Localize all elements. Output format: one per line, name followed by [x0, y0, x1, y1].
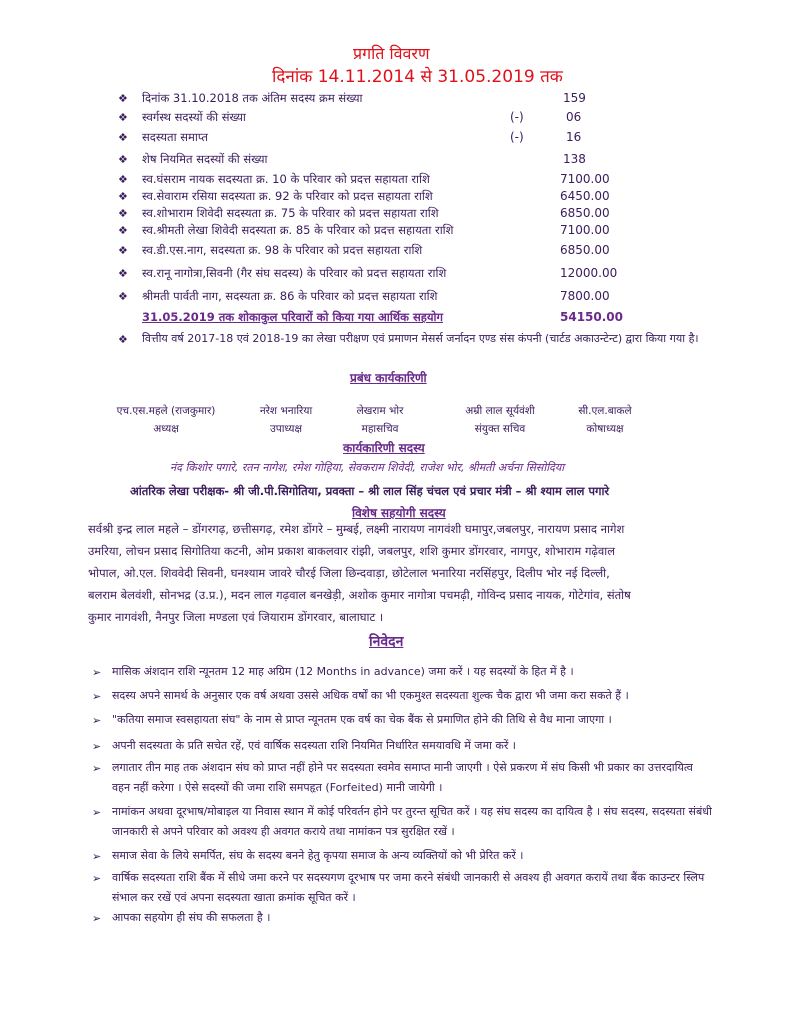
officer-name: अम्री लाल सूर्यवंशी — [465, 405, 535, 417]
stat-label: स्व.घंसराम नायक सदस्यता क्र. 10 के परिवार को प्रदत्त सहायता राशि — [142, 172, 430, 186]
diamond-bullet-icon: ❖ — [118, 207, 128, 220]
appeal-item: सदस्य अपने सामर्थ के अनुसार एक वर्ष अथवा उससे अधिक वर्षों का भी एकमुश्त सदस्यता शुल्क चैक द्वारा भी जमा करा सकते हैं । — [112, 689, 629, 702]
appeal-item: वार्षिक सदस्यता राशि बैंक में सीधे जमा करने पर सदस्यगण दूरभाष पर जमा करने संबंधी जानकारी से अवश्य ही अवगत करायें तथा बैंक काउन्टर स्लिप संभाल कर रखें एवं अपना सदस्यता खाता क्रमांक सूचित करें । — [112, 871, 705, 904]
diamond-bullet-icon: ❖ — [118, 244, 128, 257]
stat-label: सदस्यता समाप्त — [142, 130, 208, 144]
committee-members: नंद किशोर पगारे, रतन नागेश, रमेश गोहिया, सेवकराम शिवेदी, राजेश भोर, श्रीमती अर्चना सिसोदिया — [170, 461, 565, 474]
arrow-bullet-icon: ➢ — [92, 740, 102, 753]
stat-value: 6450.00 — [560, 189, 610, 203]
stat-value: 16 — [566, 130, 582, 144]
stat-value: 12000.00 — [560, 266, 618, 280]
appeal-item: लगातार तीन माह तक अंशदान संघ को प्राप्त नहीं होने पर सदस्यता स्वमेव समाप्त मानी जाएगी । ऐसे प्रकरण में संघ किसी भी प्रकार का उत्तरदायित्व वहन नहीं करेगा । ऐसे सदस्यों की जमा राशि समपहृत (Forfeited) मानी जायेगी । — [112, 761, 693, 794]
diamond-bullet-icon: ❖ — [118, 290, 128, 303]
special-members — [88, 518, 708, 628]
diamond-bullet-icon: ❖ — [118, 173, 128, 186]
officer-name: सी.एल.बाकले — [578, 405, 632, 417]
stat-value: 6850.00 — [560, 206, 610, 220]
stat-label: स्व.रानू नागोत्रा,सिवनी (गैर संघ सदस्य) के परिवार को प्रदत्त सहायता राशि — [142, 266, 447, 280]
diamond-bullet-icon: ❖ — [118, 92, 128, 105]
auditor-line: आंतरिक लेखा परीक्षक- श्री जी.पी.सिगोतिया, प्रवक्ता – श्री लाल सिंह चंचल एवं प्रचार मंत्री – श्री श्याम लाल पगारे — [130, 484, 610, 498]
officer — [330, 404, 430, 436]
total-label: 31.05.2019 तक शोकाकुल परिवारों को किया गया आर्थिक सहयोग — [142, 310, 443, 324]
committee-heading: कार्यकारिणी सदस्य — [343, 441, 425, 455]
special-line: उमरिया, लोचन प्रसाद सिगोतिया कटनी, ओम प्रकाश बाकलवार रांझी, जबलपुर, शशि कुमार डोंगरवार, नागपुर, शोभाराम गढ़ेवाल — [88, 544, 616, 558]
officer-name: एच.एस.महले (राजकुमार) — [116, 405, 216, 417]
page-title: प्रगति विवरण — [353, 44, 430, 63]
page-subtitle: दिनांक 14.11.2014 से 31.05.2019 तक — [272, 67, 563, 87]
arrow-bullet-icon: ➢ — [92, 690, 102, 703]
audit-note: वित्तीय वर्ष 2017-18 एवं 2018-19 का लेखा परीक्षण एवं प्रमाणन मेसर्स जर्नादन एण्ड संस कंपनी (चार्टड अकाउन्टेन्ट) द्वारा किया गया है। — [142, 332, 699, 345]
stat-label: स्व.डी.एस.नाग, सदस्यता क्र. 98 के परिवार को प्रदत्त सहायता राशि — [142, 243, 423, 257]
appeal-item: "कतिया समाज स्वसहायता संघ" के नाम से प्राप्त न्यूनतम एक वर्ष का चेक बैंक से प्रमाणित होने की तिथि से वैध माना जाएगा । — [112, 713, 612, 726]
stat-label: स्वर्गस्थ सदस्यों की संख्या — [142, 110, 246, 124]
officer — [236, 404, 336, 436]
arrow-bullet-icon: ➢ — [92, 850, 102, 863]
special-line: बलराम बेलवंशी, सोनभद्र (उ.प्र.), मदन लाल गढ़वाल बनखेड़ी, अशोक कुमार नागोत्रा पचमढ़ी, गोविन्द प्रसाद नायक, गोटेगांव, संतोष — [88, 588, 631, 602]
special-line: कुमार नागवंशी, नैनपुर जिला मण्डला एवं जियाराम डोंगरवार, बालाघाट । — [88, 610, 384, 624]
appeal-item: समाज सेवा के लिये समर्पित, संघ के सदस्य बनने हेतु कृपया समाज के अन्य व्यक्तियों को भी प्रेरित करें । — [112, 849, 524, 862]
stat-value: 138 — [563, 152, 586, 166]
stat-label: शेष नियमित सदस्यों की संख्या — [142, 152, 268, 166]
special-line: भोपाल, ओ.एल. शिववेदी सिवनी, घनश्याम जावरे चौरई जिला छिन्दवाड़ा, छोटेलाल भनारिया नरसिंहपुर, दिलीप भोर नई दिल्ली, — [88, 566, 610, 580]
diamond-bullet-icon: ❖ — [118, 333, 128, 346]
stat-value: 6850.00 — [560, 243, 610, 257]
stat-label: दिनांक 31.10.2018 तक अंतिम सदस्य क्रम संख्या — [142, 91, 363, 105]
stat-label: स्व.शोभाराम शिवेदी सदस्यता क्र. 75 के परिवार को प्रदत्त सहायता राशि — [142, 206, 439, 220]
diamond-bullet-icon: ❖ — [118, 111, 128, 124]
arrow-bullet-icon: ➢ — [92, 912, 102, 925]
officer — [555, 404, 655, 436]
stat-label: श्रीमती पार्वती नाग, सदस्यता क्र. 86 के परिवार को प्रदत्त सहायता राशि — [142, 289, 438, 303]
arrow-bullet-icon: ➢ — [92, 872, 102, 885]
total-value: 54150.00 — [560, 310, 624, 324]
stat-value: 7100.00 — [560, 172, 610, 186]
stat-label: स्व.सेवाराम रसिया सदस्यता क्र. 92 के परिवार को प्रदत्त सहायता राशि — [142, 189, 433, 203]
officer-role: उपाध्यक्ष — [269, 423, 302, 435]
diamond-bullet-icon: ❖ — [118, 190, 128, 203]
appeal-heading: निवेदन — [369, 634, 404, 650]
diamond-bullet-icon: ❖ — [118, 224, 128, 237]
officer-role: महासचिव — [361, 423, 399, 435]
appeal-item: आपका सहयोग ही संघ की सफलता है । — [112, 911, 271, 924]
diamond-bullet-icon: ❖ — [118, 131, 128, 144]
arrow-bullet-icon: ➢ — [92, 762, 102, 775]
stat-label: स्व.श्रीमती लेखा शिवेदी सदस्यता क्र. 85 के परिवार को प्रदत्त सहायता राशि — [142, 223, 454, 237]
officer — [96, 404, 236, 436]
officer — [430, 404, 570, 436]
special-line: सर्वश्री इन्द्र लाल महले – डोंगरगढ़, छत्तीसगढ़, रमेश डोंगरे – मुम्बई, लक्ष्मी नारायण नागवंशी घमापुर,जबलपुर, नारायण प्रसाद नागेश — [88, 522, 625, 536]
stat-value: 7800.00 — [560, 289, 610, 303]
officer-name: लेखराम भोर — [356, 405, 404, 417]
stat-value: 7100.00 — [560, 223, 610, 237]
executive-heading: प्रबंध कार्यकारिणी — [350, 371, 427, 385]
stat-value: 06 — [566, 110, 582, 124]
diamond-bullet-icon: ❖ — [118, 153, 128, 166]
stat-sign: (-) — [510, 130, 524, 144]
officer-role: संयुक्त सचिव — [474, 423, 526, 435]
diamond-bullet-icon: ❖ — [118, 267, 128, 280]
arrow-bullet-icon: ➢ — [92, 666, 102, 679]
officer-role: अध्यक्ष — [153, 423, 179, 435]
special-heading: विशेष सहयोगी सदस्य — [352, 506, 446, 520]
appeal-item: मासिक अंशदान राशि न्यूनतम 12 माह अग्रिम (12 Months in advance) जमा करें । यह सदस्यों के हित में है । — [112, 665, 574, 678]
stat-value: 159 — [563, 91, 586, 105]
stat-sign: (-) — [510, 110, 524, 124]
arrow-bullet-icon: ➢ — [92, 806, 102, 819]
officer-name: नरेश भनारिया — [259, 405, 313, 417]
appeal-item: नामांकन अथवा दूरभाष/मोबाइल या निवास स्थान में कोई परिवर्तन होने पर तुरन्त सूचित करें । यह संघ सदस्य का दायित्व है । संघ सदस्य, सदस्यता संबंधी जानकारी से अपने परिवार को अवश्य ही अवगत कराये तथा नामांकन पत्र सुरक्षित रखें । — [112, 805, 712, 838]
appeal-item: अपनी सदस्यता के प्रति सचेत रहें, एवं वार्षिक सदस्यता राशि नियमित निर्धारित समयावधि में जमा करें । — [112, 739, 516, 752]
officer-role: कोषाध्यक्ष — [586, 423, 624, 435]
arrow-bullet-icon: ➢ — [92, 714, 102, 727]
